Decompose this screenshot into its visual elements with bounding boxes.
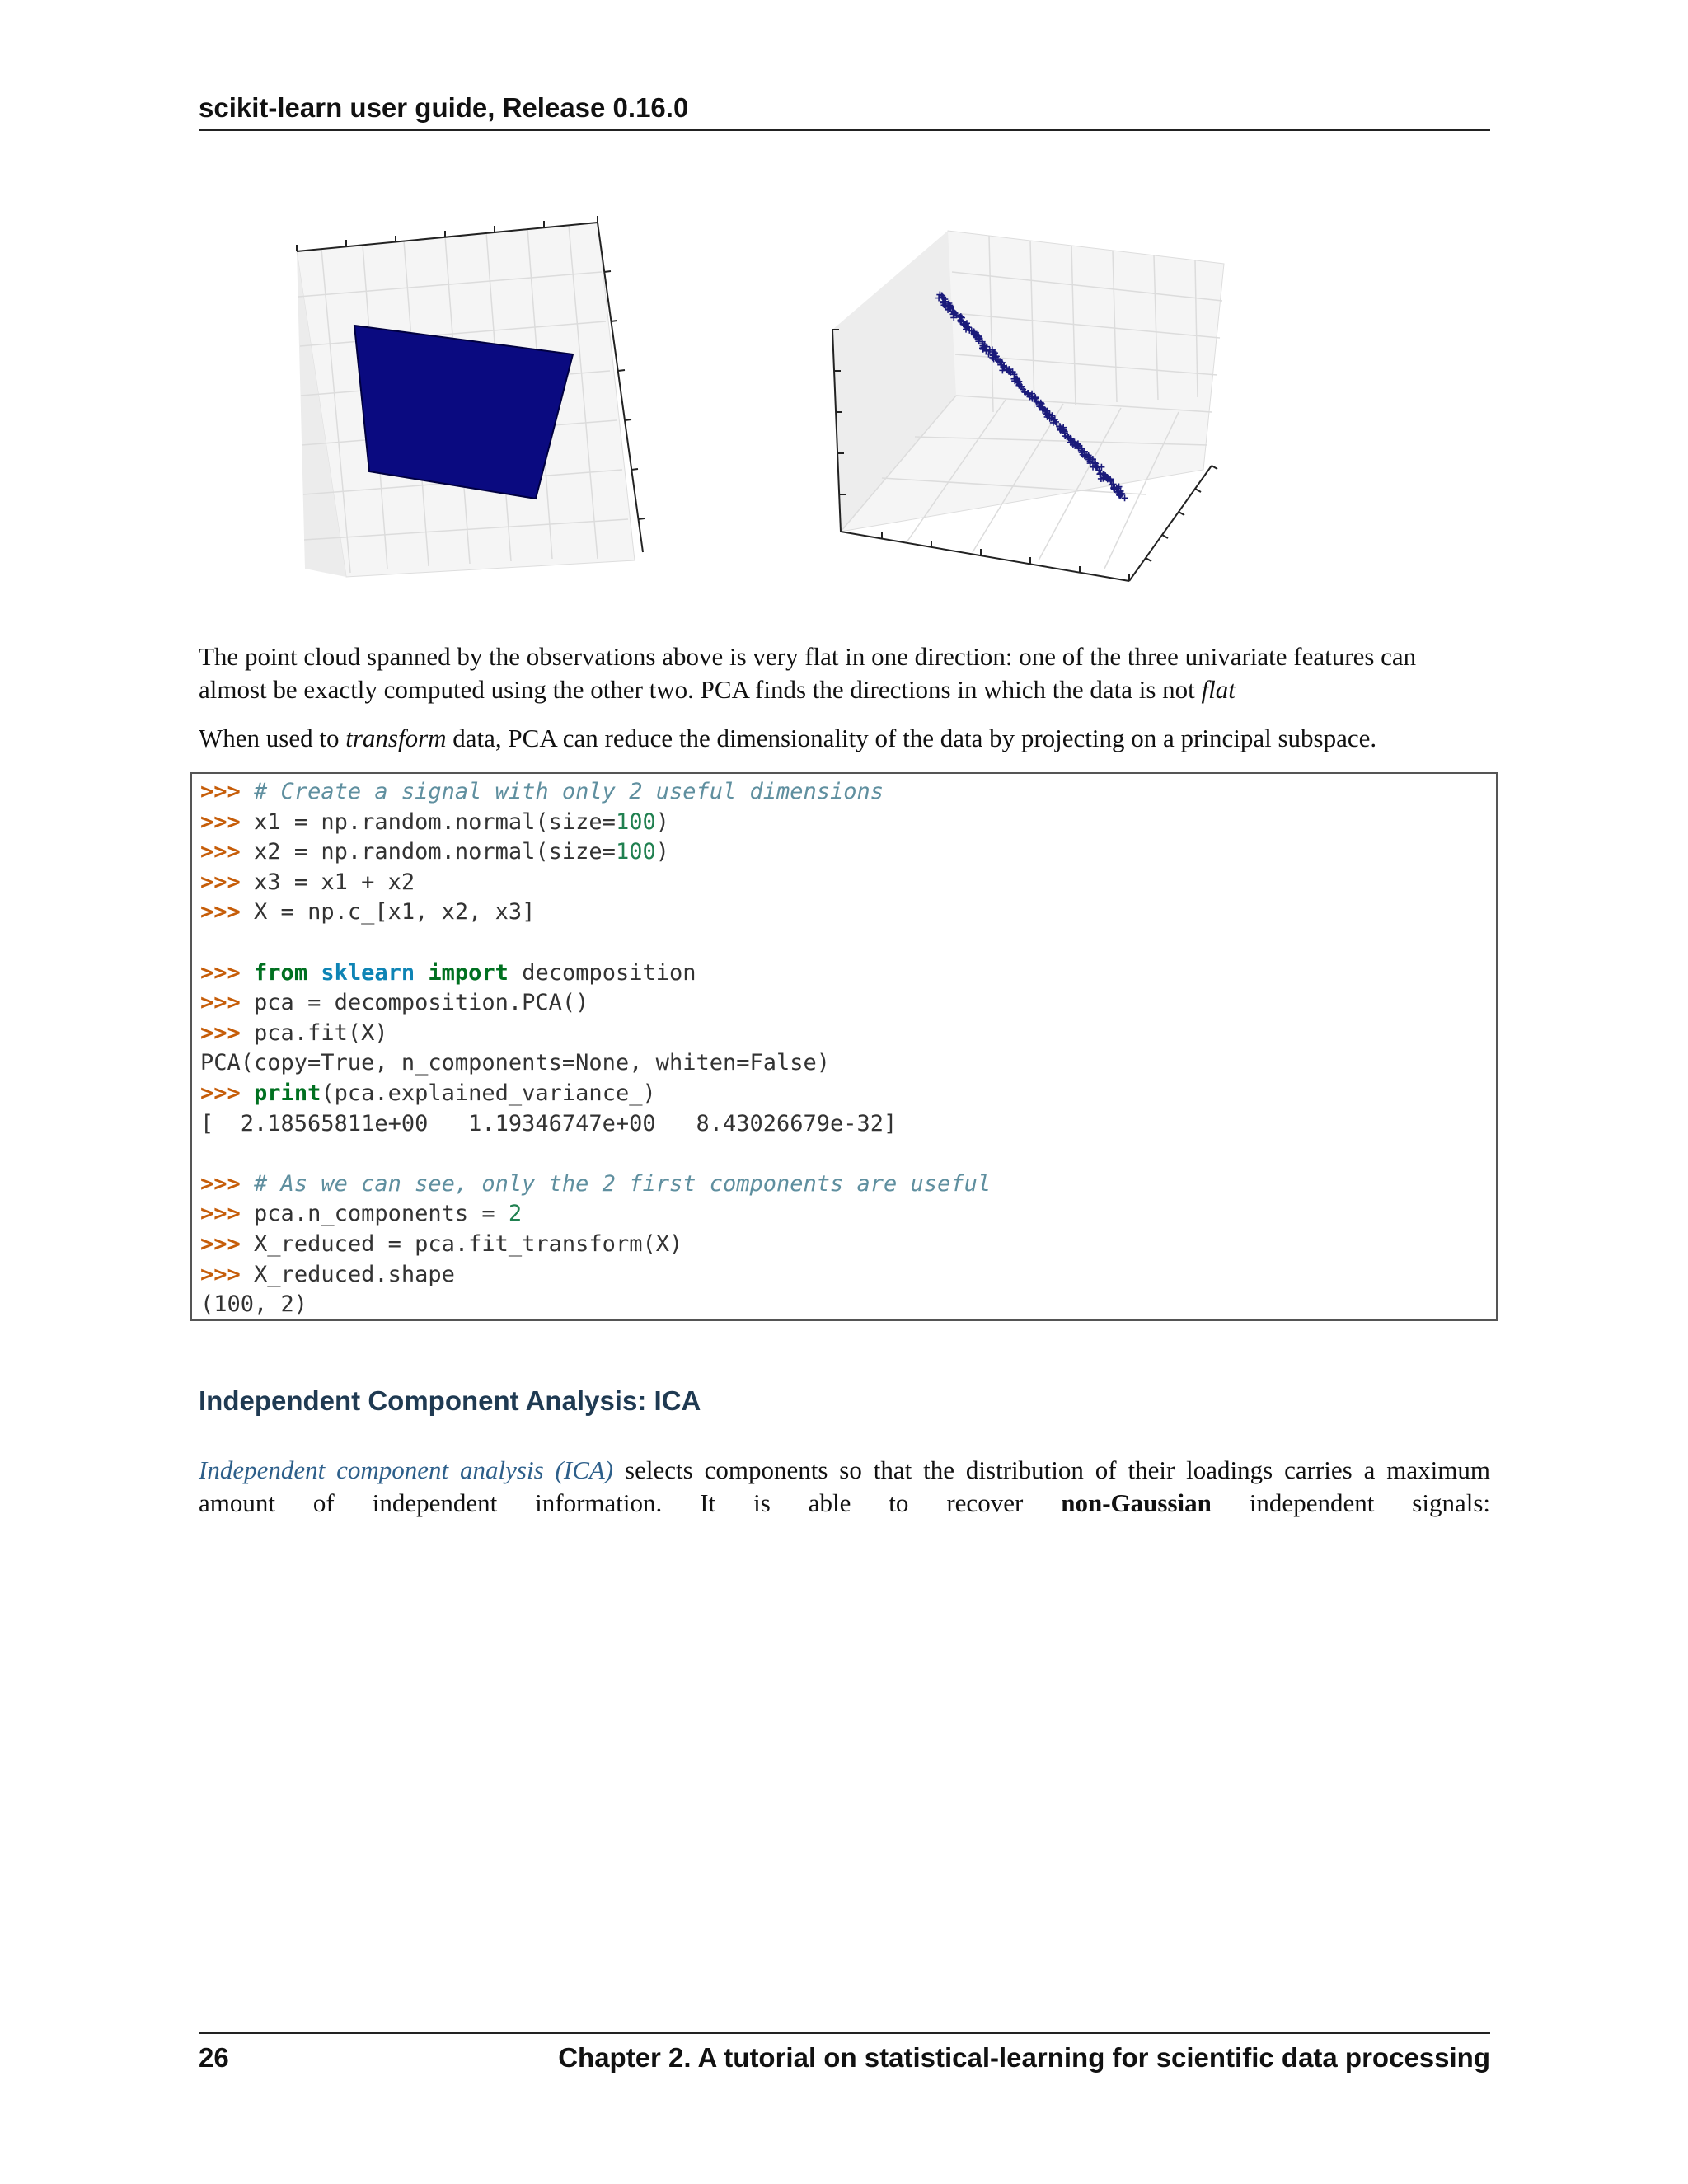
code-line — [200, 1019, 991, 1049]
code-line — [200, 1199, 991, 1230]
running-header: scikit-learn user guide, Release 0.16.0 — [199, 92, 689, 123]
fitted-plane — [354, 326, 573, 499]
code-prompt: >>> — [200, 1230, 241, 1257]
page-number: 26 — [199, 2042, 229, 2073]
code-token: x1 = np.random.normal(size= — [254, 808, 616, 835]
code-prompt: >>> — [200, 1261, 241, 1287]
paragraph-point-cloud — [199, 640, 1490, 706]
code-token: pca = decomposition.PCA() — [254, 990, 589, 1016]
code-prompt: >>> — [200, 959, 241, 986]
code-line — [200, 777, 991, 808]
code-comment: # Create a signal with only 2 useful dimensions — [254, 779, 884, 804]
code-line — [200, 1079, 991, 1109]
code-prompt: >>> — [200, 1019, 241, 1046]
code-prompt: >>> — [200, 899, 241, 926]
section-title: Independent Component Analysis: ICA — [199, 1385, 701, 1416]
code-prompt: >>> — [200, 1170, 241, 1197]
code-keyword: from — [254, 959, 308, 986]
pca-3d-line-figure — [816, 206, 1253, 593]
code-token: ) — [655, 808, 669, 835]
code-token: X_reduced.shape — [254, 1261, 455, 1287]
code-token: pca.fit(X) — [254, 1019, 388, 1046]
code-token: X = np.c_[x1, x2, x3] — [254, 899, 536, 926]
code-number: 100 — [615, 839, 656, 865]
code-line — [200, 808, 991, 838]
ica-link[interactable]: Independent component analysis (ICA) — [199, 1455, 614, 1484]
code-keyword: print — [254, 1080, 321, 1106]
paragraph-text: The point cloud spanned by the observations above is very flat in one direction: one of the three univariate features can almost be exactly computed using the other two. PCA finds the directions in which the data is not — [199, 642, 1417, 704]
code-number: 100 — [615, 808, 656, 835]
pca-3d-plane-figure — [272, 206, 668, 593]
code-content — [200, 777, 991, 1320]
code-module: sklearn — [321, 959, 415, 986]
paragraph-ica — [199, 1454, 1490, 1520]
code-prompt: >>> — [200, 869, 241, 895]
code-token: decomposition — [522, 959, 696, 986]
code-token: x2 = np.random.normal(size= — [254, 839, 616, 865]
code-keyword: import — [428, 959, 509, 986]
code-prompt: >>> — [200, 808, 241, 835]
code-line — [200, 928, 991, 958]
emphasis-transform: transform — [345, 724, 447, 752]
code-line — [200, 988, 991, 1019]
code-token: x3 = x1 + x2 — [254, 869, 415, 895]
code-line — [200, 1230, 991, 1260]
code-prompt: >>> — [200, 1201, 241, 1227]
code-line — [200, 1139, 991, 1169]
code-token: ) — [655, 839, 669, 865]
code-output: [ 2.18565811e+00 1.19346747e+00 8.43026679e-32] — [200, 1110, 898, 1137]
code-number: 2 — [508, 1201, 523, 1227]
code-line — [200, 1169, 991, 1200]
code-token: pca.n_components = — [254, 1201, 509, 1227]
emphasis-flat: flat — [1201, 675, 1236, 704]
code-output: (100, 2) — [200, 1291, 308, 1318]
code-line — [200, 1048, 991, 1079]
code-prompt: >>> — [200, 779, 241, 804]
code-prompt: >>> — [200, 1080, 241, 1106]
code-prompt: >>> — [200, 839, 241, 865]
paragraph-transform — [199, 722, 1490, 755]
paragraph-text: independent signals: — [1211, 1488, 1490, 1517]
paragraph-text: When used to — [199, 724, 346, 752]
code-line — [200, 1290, 991, 1320]
code-token: (pca.explained_variance_) — [321, 1080, 656, 1106]
code-comment: # As we can see, only the 2 first components are useful — [254, 1170, 992, 1197]
code-line — [200, 1109, 991, 1140]
bold-non-gaussian: non-Gaussian — [1061, 1488, 1212, 1517]
code-output: PCA(copy=True, n_components=None, whiten=False) — [200, 1050, 831, 1076]
paragraph-text: selects components so that the distribution of their loadings carries a maximum amount of independent information. It is able to recover — [199, 1455, 1491, 1517]
code-block — [190, 772, 1498, 1321]
code-line — [200, 958, 991, 989]
code-line — [200, 898, 991, 928]
code-prompt: >>> — [200, 990, 241, 1016]
header-rule — [199, 129, 1490, 131]
code-line — [200, 1260, 991, 1291]
footer-rule — [199, 2032, 1490, 2034]
paragraph-text: data, PCA can reduce the dimensionality of the data by projecting on a principal subspace. — [446, 724, 1377, 752]
code-line — [200, 837, 991, 868]
code-line — [200, 868, 991, 898]
chapter-title: Chapter 2. A tutorial on statistical-learning for scientific data processing — [558, 2042, 1490, 2073]
code-token: X_reduced = pca.fit_transform(X) — [254, 1230, 683, 1257]
